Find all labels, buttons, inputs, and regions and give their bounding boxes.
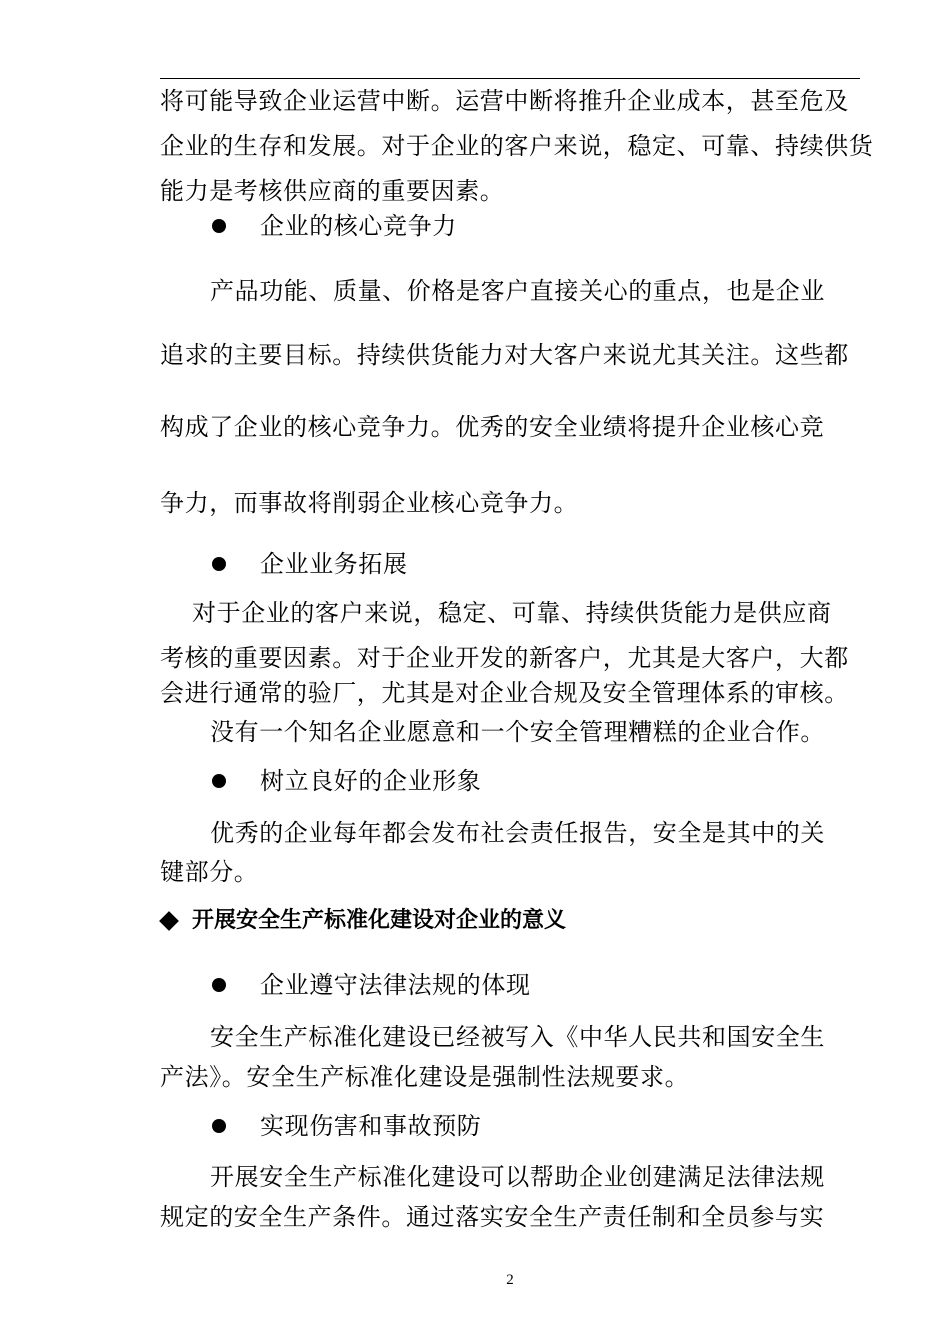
paragraph-line: 企业的生存和发展。对于企业的客户来说，稳定、可靠、持续供货 xyxy=(160,132,874,160)
bullet-icon xyxy=(212,219,226,233)
paragraph-line: 开展安全生产标准化建设可以帮助企业创建满足法律法规 xyxy=(210,1163,825,1191)
bullet-icon xyxy=(212,978,226,992)
paragraph-line: 将可能导致企业运营中断。运营中断将推升企业成本，甚至危及 xyxy=(160,87,849,115)
paragraph-line: 争力，而事故将削弱企业核心竞争力。 xyxy=(160,489,579,517)
section-heading: 开展安全生产标准化建设对企业的意义 xyxy=(192,908,567,933)
paragraph-line: 考核的重要因素。对于企业开发的新客户，尤其是大客户，大都 xyxy=(160,644,849,672)
bullet-heading: 企业的核心竞争力 xyxy=(260,212,457,240)
diamond-bullet-icon xyxy=(159,911,179,931)
paragraph-line: 安全生产标准化建设已经被写入《中华人民共和国安全生 xyxy=(210,1023,825,1051)
page-number: 2 xyxy=(506,1272,514,1288)
paragraph-line: 产法》。安全生产标准化建设是强制性法规要求。 xyxy=(160,1063,690,1091)
paragraph-line: 键部分。 xyxy=(160,858,259,886)
bullet-icon xyxy=(212,774,226,788)
paragraph-line: 能力是考核供应商的重要因素。 xyxy=(160,177,505,205)
bullet-heading: 企业业务拓展 xyxy=(260,550,408,578)
paragraph-line: 优秀的企业每年都会发布社会责任报告，安全是其中的关 xyxy=(210,819,825,847)
bullet-heading: 企业遵守法律法规的体现 xyxy=(260,971,531,999)
header-rule xyxy=(160,78,860,79)
paragraph-line: 没有一个知名企业愿意和一个安全管理糟糕的企业合作。 xyxy=(210,718,825,746)
paragraph-line: 产品功能、质量、价格是客户直接关心的重点，也是企业 xyxy=(210,277,825,305)
paragraph-line: 会进行通常的验厂，尤其是对企业合规及安全管理体系的审核。 xyxy=(160,679,849,707)
paragraph-line: 追求的主要目标。持续供货能力对大客户来说尤其关注。这些都 xyxy=(160,341,849,369)
paragraph-line: 对于企业的客户来说，稳定、可靠、持续供货能力是供应商 xyxy=(192,599,832,627)
bullet-heading: 实现伤害和事故预防 xyxy=(260,1112,482,1140)
paragraph-line: 规定的安全生产条件。通过落实安全生产责任制和全员参与实 xyxy=(160,1203,825,1231)
bullet-heading: 树立良好的企业形象 xyxy=(260,767,482,795)
bullet-icon xyxy=(212,557,226,571)
paragraph-line: 构成了企业的核心竞争力。优秀的安全业绩将提升企业核心竞 xyxy=(160,413,825,441)
bullet-icon xyxy=(212,1119,226,1133)
